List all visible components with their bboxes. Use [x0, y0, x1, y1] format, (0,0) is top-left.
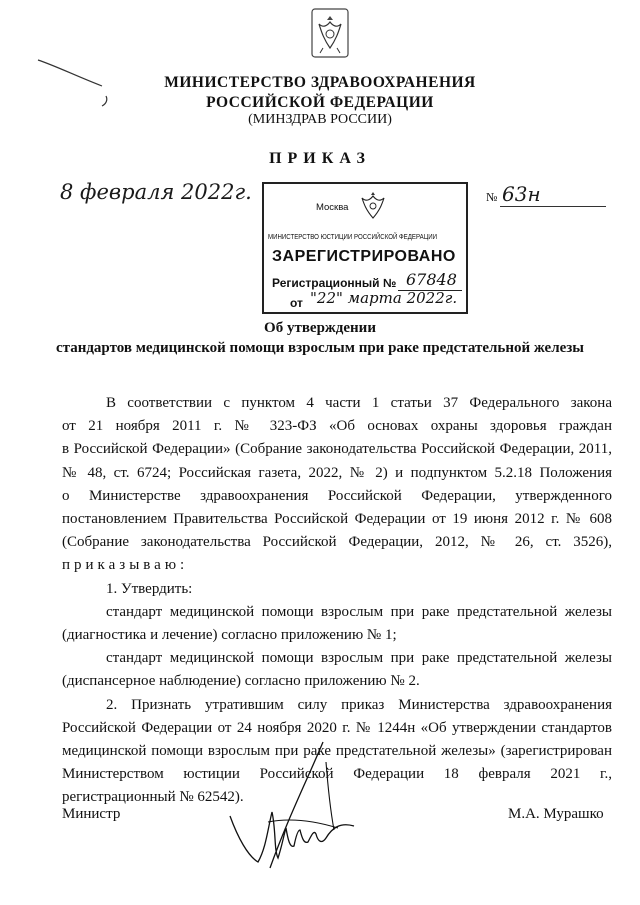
document-type: ПРИКАЗ: [269, 150, 371, 167]
stamp-reg-number: 67848: [406, 270, 457, 289]
preamble-line: от 21 ноября 2011 г. № 323-ФЗ «Об основах охраны здоровья граждан: [62, 418, 612, 435]
stamp-status: ЗАРЕГИСТРИРОВАНО: [272, 248, 456, 265]
order-title-line1: Об утверждении: [264, 320, 376, 336]
standard-1-line: (диагностика и лечение) согласно приложению № 1;: [62, 627, 397, 644]
prikazyvayu: приказываю:: [62, 557, 189, 574]
preamble-line: В соответствии с пунктом 4 части 1 статьи 37 Федерального закона: [106, 395, 612, 411]
registration-stamp: [262, 182, 468, 314]
item-2-line: медицинской помощи взрослым при раке предстательной железы» (зарегистрирован: [62, 743, 612, 760]
preamble-line: постановлением Правительства Российской Федерации от 19 июня 2012 г. № 608: [62, 511, 612, 528]
stamp-eagle-icon: [358, 188, 388, 224]
order-number: 63н: [502, 182, 541, 206]
item-2-line: Российской Федерации от 24 ноября 2020 г. № 1244н «Об утверждении стандартов: [62, 719, 612, 736]
preamble-line: (Собрание законодательства Российской Федерации, 2012, № 26, ст. 3526),: [62, 534, 612, 551]
preamble-line: о Министерстве здравоохранения Российской Федерации, утвержденного: [62, 487, 612, 504]
item-2-line: регистрационный № 62542).: [62, 789, 244, 806]
order-date: 8 февраля 2022г.: [60, 180, 252, 204]
standard-2-line: (диспансерное наблюдение) согласно приложению № 2.: [62, 673, 420, 690]
item-2-line: 2. Признать утратившим силу приказ Министерства здравоохранения: [106, 696, 612, 713]
item-2-line: Министерством юстиции Российской Федерации 18 февраля 2021 г.,: [62, 766, 612, 783]
stamp-reg-label: Регистрационный №: [272, 276, 397, 290]
coat-of-arms-icon: [311, 8, 349, 58]
ministry-name-line1: МИНИСТЕРСТВО ЗДРАВООХРАНЕНИЯ: [164, 74, 476, 91]
stamp-date-label: от: [290, 296, 303, 310]
ministry-name-line2: РОССИЙСКОЙ ФЕДЕРАЦИИ: [206, 94, 434, 111]
preamble-line: в Российской Федерации» (Собрание законодательства Российской Федерации, 2011,: [62, 441, 612, 458]
preamble-line: № 48, ст. 6724; Российская газета, 2022, № 2) и подпунктом 5.2.18 Положения: [62, 464, 612, 481]
signatory-name: М.А. Мурашко: [508, 806, 604, 822]
order-number-underline: [500, 206, 606, 207]
handwritten-signature: [228, 738, 378, 888]
signatory-position: Министр: [62, 806, 121, 822]
order-number-prefix: №: [486, 190, 498, 204]
order-title-line2: стандартов медицинской помощи взрослым при раке предстательной железы: [55, 340, 585, 356]
standard-1-line: стандарт медицинской помощи взрослым при раке предстательной железы: [106, 603, 612, 620]
stamp-date: "22" марта 2022г.: [310, 289, 458, 307]
standard-2-line: стандарт медицинской помощи взрослым при раке предстательной железы: [106, 650, 612, 667]
stamp-city: Москва: [316, 202, 349, 213]
item-1: 1. Утвердить:: [106, 580, 193, 597]
ministry-short-name: (МИНЗДРАВ РОССИИ): [248, 112, 392, 127]
stamp-ministry: МИНИСТЕРСТВО ЮСТИЦИИ РОССИЙСКОЙ ФЕДЕРАЦИИ: [268, 232, 438, 241]
